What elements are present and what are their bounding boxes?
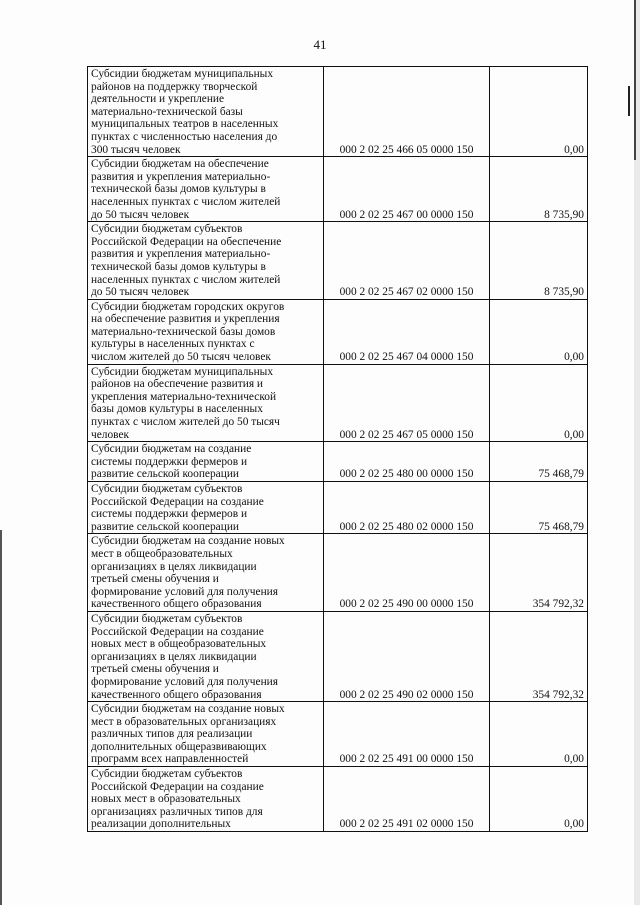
row-code: 000 2 02 25 491 02 0000 150 <box>324 767 490 832</box>
table-row <box>88 222 588 300</box>
row-code: 000 2 02 25 480 02 0000 150 <box>324 482 490 534</box>
row-code: 000 2 02 25 490 02 0000 150 <box>324 611 490 701</box>
row-name: Субсидии бюджетам субъектов Российской Федерации на создание новых мест в общеобразовательных организациях в целях ликвидации третьей смены обучения и формирование условий для получения качественного общего образования <box>88 611 324 701</box>
row-code: 000 2 02 25 467 00 0000 150 <box>324 157 490 222</box>
row-code: 000 2 02 25 467 05 0000 150 <box>324 364 490 442</box>
row-amount: 0,00 <box>490 299 588 364</box>
table-body <box>88 67 588 832</box>
row-amount: 75 468,79 <box>490 482 588 534</box>
row-code: 000 2 02 25 467 02 0000 150 <box>324 222 490 300</box>
row-code: 000 2 02 25 490 00 0000 150 <box>324 534 490 612</box>
row-name: Субсидии бюджетам городских округов на обеспечение развития и укрепления материально-технической базы домов культуры в населенных пунктах с числом жителей до 50 тысяч человек <box>88 299 324 364</box>
row-name: Субсидии бюджетам на создание новых мест в образовательных организациях различных типов для реализации дополнительных общеразвивающих программ всех направленностей <box>88 702 324 767</box>
table-row <box>88 364 588 442</box>
row-amount: 0,00 <box>490 767 588 832</box>
scan-right-shadow <box>634 0 636 160</box>
row-amount: 75 468,79 <box>490 442 588 482</box>
row-amount: 0,00 <box>490 702 588 767</box>
table-row <box>88 611 588 701</box>
table-row <box>88 157 588 222</box>
row-code: 000 2 02 25 466 05 0000 150 <box>324 67 490 157</box>
row-amount: 354 792,32 <box>490 534 588 612</box>
row-name: Субсидии бюджетам субъектов Российской Федерации на создание новых мест в образовательных организациях различных типов для реализации дополнительных <box>88 767 324 832</box>
table-row <box>88 67 588 157</box>
scan-mark <box>628 86 630 116</box>
row-name: Субсидии бюджетам на создание системы поддержки фермеров и развитие сельской кооперации <box>88 442 324 482</box>
scan-left-shadow <box>0 530 2 905</box>
row-name: Субсидии бюджетам субъектов Российской Федерации на обеспечение развития и укрепления материально- технической базы домов культуры в населенных пунктах с числом жителей до 50 тысяч человек <box>88 222 324 300</box>
row-name: Субсидии бюджетам муниципальных районов на поддержку творческой деятельности и укрепление материально-технической базы муниципальных театров в населенных пунктах с численностью населения до 300 тысяч человек <box>88 67 324 157</box>
row-name: Субсидии бюджетам на обеспечение развития и укрепления материально- технической базы домов культуры в населенных пунктах с числом жителей до 50 тысяч человек <box>88 157 324 222</box>
table-row <box>88 767 588 832</box>
page-number: 41 <box>313 37 327 52</box>
row-code: 000 2 02 25 480 00 0000 150 <box>324 442 490 482</box>
budget-table <box>87 66 588 832</box>
row-name: Субсидии бюджетам муниципальных районов на обеспечение развития и укрепления материально-технической базы домов культуры в населенных пунктах с числом жителей до 50 тысяч человек <box>88 364 324 442</box>
row-code: 000 2 02 25 491 00 0000 150 <box>324 702 490 767</box>
row-amount: 0,00 <box>490 67 588 157</box>
table-row <box>88 534 588 612</box>
row-amount: 0,00 <box>490 364 588 442</box>
table-row <box>88 482 588 534</box>
table-row <box>88 299 588 364</box>
row-name: Субсидии бюджетам субъектов Российской Федерации на создание системы поддержки фермеров и развитие сельской кооперации <box>88 482 324 534</box>
table-row <box>88 442 588 482</box>
row-amount: 8 735,90 <box>490 157 588 222</box>
row-code: 000 2 02 25 467 04 0000 150 <box>324 299 490 364</box>
row-amount: 354 792,32 <box>490 611 588 701</box>
row-name: Субсидии бюджетам на создание новых мест в общеобразовательных организациях в целях ликвидации третьей смены обучения и формирование условий для получения качественного общего образования <box>88 534 324 612</box>
row-amount: 8 735,90 <box>490 222 588 300</box>
table-row <box>88 702 588 767</box>
